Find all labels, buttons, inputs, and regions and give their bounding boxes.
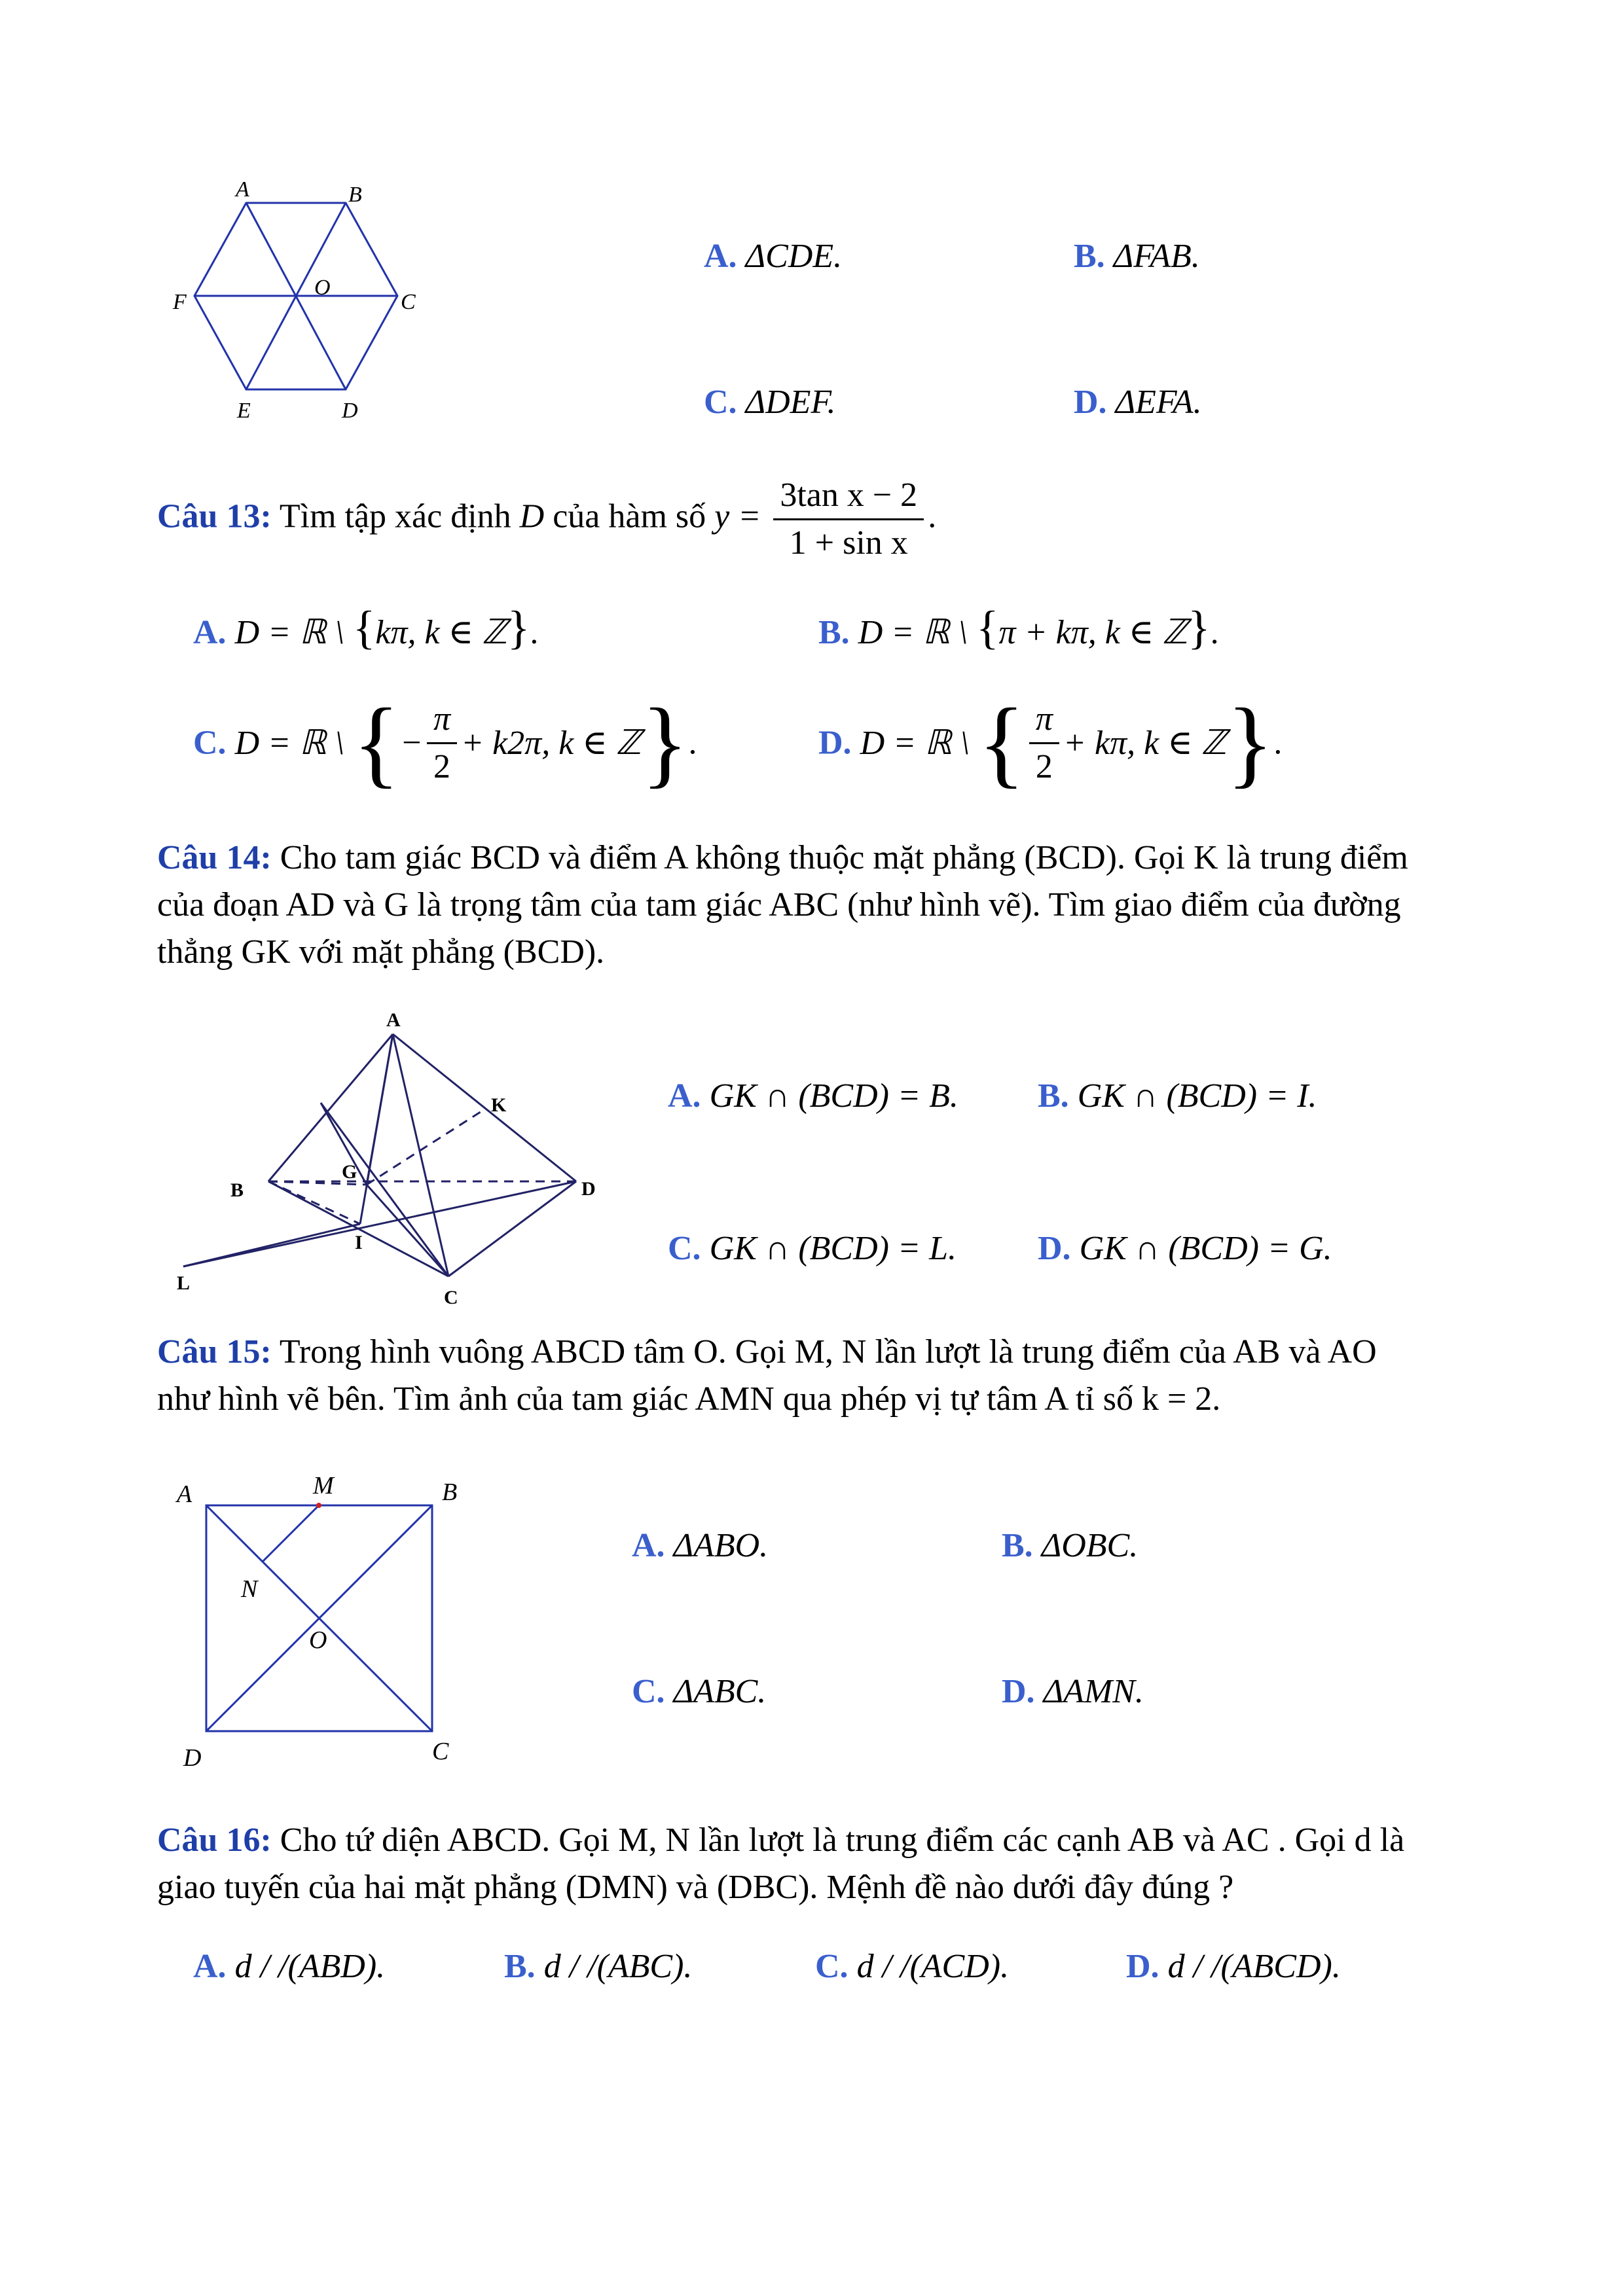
q13-fraction: $\frac{\text{3tan x − 2}}{\text{1 + sin x}}$ (773, 473, 924, 566)
hex-label-b: B (348, 183, 362, 207)
q13-option-d[interactable]: D. D = ℝ \ { $\frac{\pi}{2}$ + kπ, k ∈ ℤ}. (818, 689, 1283, 797)
tet-label-a: A (386, 1009, 401, 1031)
sq-label-o: O (309, 1626, 327, 1654)
q12-option-d[interactable]: D. ΔEFA. (1074, 384, 1202, 421)
q13-stem: Câu 13: Tìm tập xác định D của hàm số y = $\frac{\text{3tan x − 2}}{\text{1 + sin x}}$ . (157, 473, 936, 566)
q15-option-a[interactable]: A. ΔABO. (632, 1527, 769, 1564)
hex-label-a: A (236, 177, 249, 202)
q15-stem: Câu 15: Trong hình vuông ABCD tâm O. Gọi M, N lần lượt là trung điểm của AB và AO như hình vẽ bên. Tìm ảnh của tam giác AMN qua phép vị tự tâm A tỉ số k = 2. (157, 1333, 1377, 1418)
hex-label-d: D (342, 399, 358, 423)
q13-option-a[interactable]: A. D = ℝ \ {kπ, k ∈ ℤ}. (193, 601, 539, 654)
hex-label-c: C (401, 290, 416, 314)
q14-option-d[interactable]: D. GK ∩ (BCD) = G. (1038, 1230, 1332, 1267)
q14-option-a[interactable]: A. GK ∩ (BCD) = B. (668, 1077, 958, 1115)
q16-option-d[interactable]: D. d / /(ABCD). (1126, 1948, 1341, 1985)
q15-option-d[interactable]: D. ΔAMN. (1002, 1673, 1144, 1710)
q14-option-c[interactable]: C. GK ∩ (BCD) = L. (668, 1230, 957, 1267)
sq-label-m: M (313, 1472, 334, 1499)
sq-label-d: D (183, 1744, 202, 1772)
hexagon-figure (157, 170, 445, 432)
tet-label-k: K (491, 1094, 507, 1116)
q16-option-c[interactable]: C. d / /(ACD). (815, 1948, 1010, 1985)
q16-option-b[interactable]: B. d / /(ABC). (504, 1948, 693, 1985)
q13-option-c[interactable]: C. D = ℝ \ {− $\frac{\pi}{2}$ + k2π, k ∈ ℤ}. (193, 689, 697, 797)
q12-option-b[interactable]: B. ΔFAB. (1074, 238, 1200, 275)
hex-label-o: O (314, 276, 331, 300)
sq-label-c: C (432, 1738, 449, 1765)
tet-label-c: C (444, 1287, 458, 1308)
q13-option-b[interactable]: B. D = ℝ \ {π + kπ, k ∈ ℤ}. (818, 601, 1219, 654)
tet-label-b: B (230, 1179, 244, 1201)
tetrahedron-figure (170, 1008, 615, 1316)
tet-label-i: I (355, 1232, 363, 1253)
tet-label-g: G (342, 1161, 357, 1183)
sq-label-a: A (177, 1480, 192, 1508)
tet-label-d: D (581, 1178, 596, 1200)
q14-option-b[interactable]: B. GK ∩ (BCD) = I. (1038, 1077, 1317, 1115)
q12-option-c[interactable]: C. ΔDEF. (704, 384, 836, 421)
tet-label-l: L (177, 1272, 191, 1294)
sq-label-n: N (241, 1575, 258, 1603)
square-figure (164, 1466, 504, 1780)
q15-option-b[interactable]: B. ΔOBC. (1002, 1527, 1139, 1564)
q15-option-c[interactable]: C. ΔABC. (632, 1673, 767, 1710)
q16-option-a[interactable]: A. d / /(ABD). (193, 1948, 386, 1985)
hex-label-e: E (237, 399, 251, 423)
hex-label-f: F (173, 290, 187, 314)
q12-option-a[interactable]: A. ΔCDE. (704, 238, 843, 275)
q14-stem: Câu 14: Cho tam giác BCD và điểm A không thuộc mặt phẳng (BCD). Gọi K là trung điểm của đoạn AD và G là trọng tâm của tam giác ABC (như hình vẽ). Tìm giao điểm của đường thẳng GK với mặt phẳng (BCD). (157, 839, 1408, 971)
sq-label-b: B (442, 1479, 458, 1506)
q16-stem: Câu 16: Cho tứ diện ABCD. Gọi M, N lần lượt là trung điểm các cạnh AB và AC . Gọi d là giao tuyến của hai mặt phẳng (DMN) và (DBC). Mệnh đề nào dưới đây đúng ? (157, 1821, 1405, 1906)
